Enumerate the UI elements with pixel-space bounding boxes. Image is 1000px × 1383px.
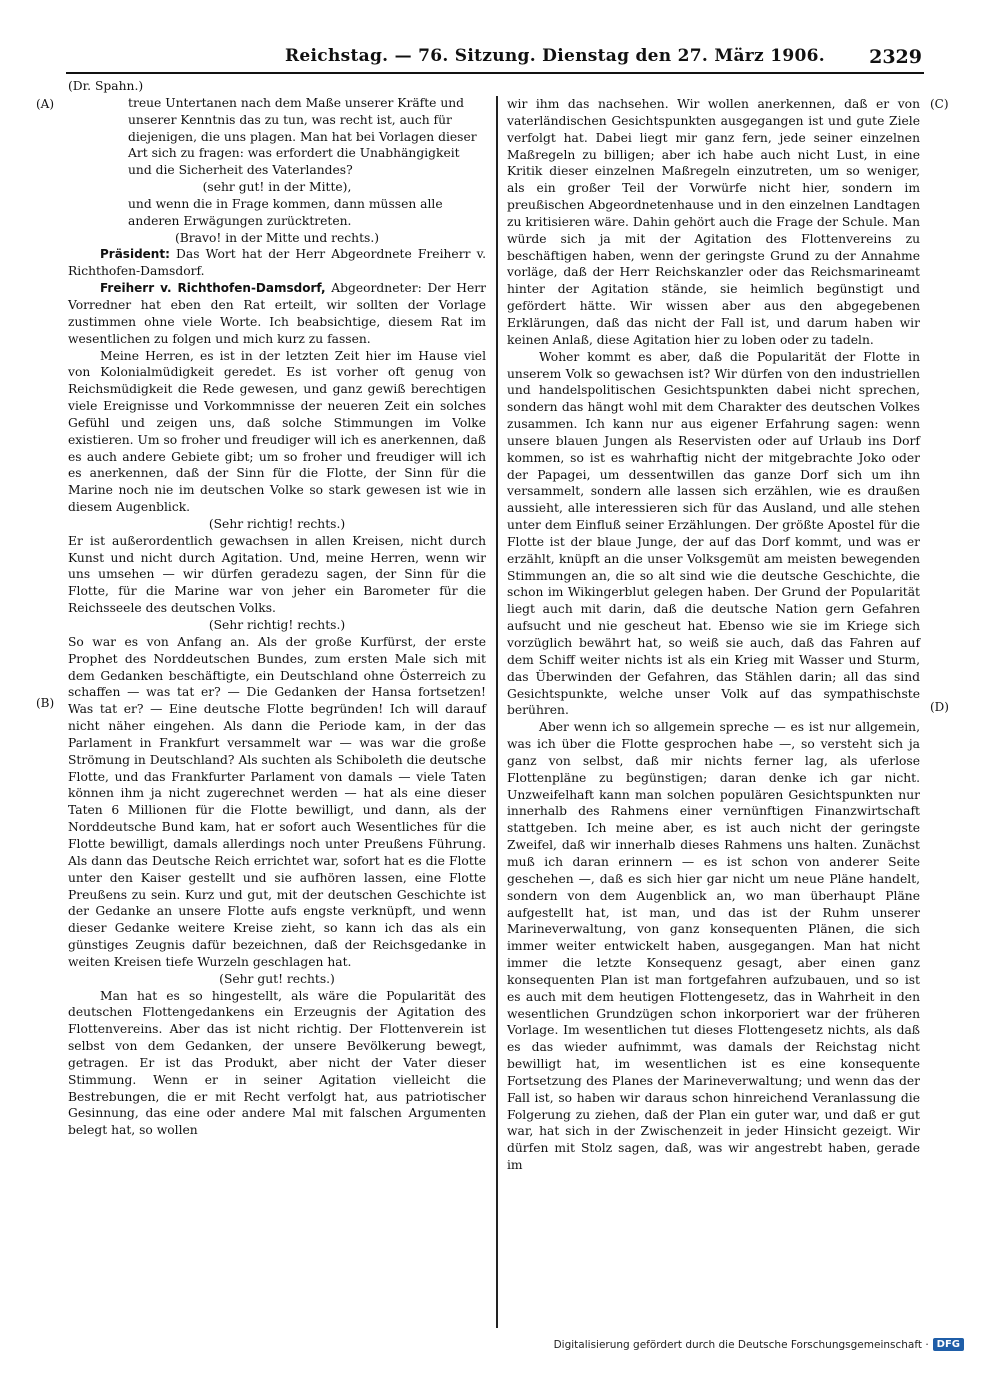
paragraph: Er ist außerordentlich gewachsen in allen Kreisen, nicht durch Kunst und nicht durch Agitation. Und, meine Herren, wenn wir uns umsehen — wir dürfen geradezu sagen, der Sinn für die Flotte, für die Marine war von jeher ein Barometer für die Reichsseele des deutschen Volks. [68,533,486,616]
page-number: 2329 [869,46,922,68]
speech-intro-text: Abgeordneter: Der Herr Vorredner hat eben den Rat erteilt, wir sollten der Vorlage zustimmen ohne viele Worte. Ich beabsichtige, diesem Rat im wesentlichen zu folgen und mich kurz zu fassen. [68,281,486,346]
reaction: (Sehr richtig! rechts.) [208,618,346,632]
paragraph: wir ihm das nachsehen. Wir wollen anerkennen, daß er von vaterländischen Gesichtspunkten ausgegangen ist und gute Ziele verfolgt hat. Dabei liegt mir ganz fern, jede seiner einzelnen Maßregeln zu billigen; aber ich habe auch nicht Lust, in eine Kritik dieser einzelnen Maßregeln einzutreten, um so weniger, als ein großer Teil der Vorwürfe nicht hier, sondern im preußischen Abgeordnetenhause und in den einzelnen Landtagen zu kritisieren wäre. Dahin gehört auch die Frage der Schule. Man würde sich ja mit der Agitation des Flottenvereins zu beschäftigen haben, wenn der geringste Grund zu der Annahme vorläge, daß der Herr Reichskanzler oder das Reichsmarineamt hinter der Agitation stände, sie heimlich begünstigt und gefördert hätte. Wir wissen aber aus den abgegebenen Erklärungen, daß das nicht der Fall ist, und darum haben wir keinen Anlaß, diese Agitation hier zu loben oder zu tadeln. [507,97,920,347]
margin-mark-a: (A) [36,97,55,111]
reaction: (Bravo! in der Mitte und rechts.) [174,230,380,245]
paragraph: Man hat es so hingestellt, als wäre die Popularität des deutschen Flottengedankens ein Erzeugnis der Agitation des Flottenvereins. Aber das ist nicht richtig. Der Flottenverein ist selbst von dem Gedanken, der unsere Bevölkerung bewegt, getragen. Er ist das Produkt, aber nicht der Vater dieser Stimmung. Wenn er in seiner Agitation vielleicht die Bestrebungen, die er mit Recht verfolgt hat, aus patriotischer Gesinnung, das eine oder andere Mal mit falschen Argumenten belegt hat, so wollen [68,988,486,1138]
president-text: Das Wort hat der Herr Abgeordnete Freiherr v. Richthofen-Damsdorf. [68,247,486,279]
margin-mark-b: (B) [36,696,55,710]
right-column [507,96,920,1174]
margin-mark-d: (D) [930,700,949,714]
column-divider [496,96,498,1328]
paragraph: Aber wenn ich so allgemein spreche — es ist nur allgemein, was ich über die Flotte gesprochen habe —, so versteht sich ja ganz von selbst, daß mir nichts ferner lag, als uferlose Flottenpläne zu begünstigen; daran denke ich gar nicht. Unzweifelhaft kann man solchen populären Gesichtspunkten nur innerhalb des Rahmens einer vernünftigen Finanzwirtschaft stattgeben. Ich meine aber, es ist auch nicht der geringste Zweifel, daß wir innerhalb dieses Rahmens uns halten. Zunächst muß ich daran erinnern — es ist schon von anderer Seite geschehen —, daß es sich hier gar nicht um neue Pläne handelt, sondern von dem Augenblick an, wo man überhaupt Pläne aufgestellt hat, ist man, und das ist der Ruhm unserer Marineverwaltung, von ganz konsequenten Plänen, die sich immer weiter entwickelt haben, ausgegangen. Man hat nicht immer die letzte Konsequenz gesagt, aber einen ganz konsequenten Plan ist man fortgefahren aufzubauen, und so ist es auch mit dem heutigen Flottengesetz, das in Wahrheit in den wesentlichen Grundzügen schon inkorporiert war der früheren Vorlage. Im wesentlichen tut dieses Flottengesetz nichts, als daß es das wieder aufnimmt, was damals der Reichstag nicht bewilligt hat, im wesentlichen ist es eine konsequente Fortsetzung des Planes der Marineverwaltung; und wenn das der Fall ist, so haben wir daraus schon hinreichend Veranlassung die Folgerung zu ziehen, daß der Plan ein guter war, und daß er gut war, hat sich in der Zwischenzeit in jeder Hinsicht gezeigt. Wir dürfen mit Stolz sagen, daß, was wir angestrebt haben, gerade im [507,720,920,1173]
dfg-logo-icon: DFG [933,1338,964,1351]
paragraph: Meine Herren, es ist in der letzten Zeit hier im Hause viel von Kolonialmüdigkeit geredet. Es ist vorher oft genug von Reichsmüdigkeit die Rede gewesen, und ganz gewiß berechtigen viele Ereignisse und Vorkommnisse der neueren Zeit ein solches Gefühl und zeigen uns, daß solche Stimmungen im Volke existieren. Um so froher und freudiger will ich es anerkennen, daß es auch andere Gebiete gibt; um so froher und freudiger will ich es anerkennen, daß der Sinn für die Flotte, der Sinn für die Marine noch nie im deutschen Volke so stark gewesen ist wie in diesem Augenblick. [68,348,486,515]
credit-text: Digitalisierung gefördert durch die Deutsche Forschungsgemeinschaft · [553,1338,929,1351]
paragraph: Woher kommt es aber, daß die Popularität der Flotte in unserem Volk so gewachsen ist? Wir dürfen von den industriellen und handelspolitischen Gesichtspunkten dabei nicht sprechen, sondern das hängt wohl mit dem Charakter des deutschen Volkes zusammen. Ich kann nur aus eigener Erfahrung sagen: wenn unsere blauen Jungen als Reservisten oder auf Urlaub ins Dorf kommen, so ist es wahrhaftig nicht der mitgebrachte Joko oder der Papagei, um dessentwillen das ganze Dorf sich um ihn versammelt, sondern alle lassen sich erzählen, wie es draußen aussieht, alle interessieren sich für das Ausland, und alle stehen unter dem Einfluß seiner Erzählungen. Der größte Apostel für die Flotte ist der blaue Junge, der auf das Dorf kommt, und was er erzählt, knüpft an die unser Volksgemüt am meisten bewegenden Stimmungen an, die so alt sind wie die deutsche Geschichte, die schon im Wikingerblut gelegen haben. Der Grund der Popularität liegt auch mit darin, daß die deutsche Nation gern Gefahren aufsucht und nie gescheut hat. Ebenso wie sie im Kriege sich vorzüglich bewährt hat, so weiß sie auch, daß das Fahren auf dem Schiff weiter nichts ist als ein Krieg mit Wasser und Sturm, das Überwinden der Gefahren, das Stählen darin; all das sind Gesichtspunkte, welche unser Volk auf das sympathischste berühren. [507,349,920,718]
speech-intro [68,280,486,347]
digitization-credit [554,1338,964,1351]
paragraph: So war es von Anfang an. Als der große Kurfürst, der erste Prophet des Norddeutschen Bundes, zum ersten Male sich mit dem Gedanken beschäftigte, ein Deutschland ohne Österreich zu schaffen — was tat er? — Die Gedanken der Hansa fortsetzen! Was tat er? — Eine deutsche Flotte begründen! Ich will darauf nicht näher eingehen. Als dann die Periode kam, in der das Parlament in Frankfurt versammelt war — was war die große Strömung in Deutschland? Als suchten als Schiboleth die deutsche Flotte, und das Frankfurter Parlament von damals — viele Taten können ihm ja nicht zugerechnet werden — hat als eine dieser Taten 6 Millionen für die Flotte bewilligt, und dann, als der Norddeutsche Bund kam, hat er sofort auch Wesentliches für die Flotte bewilligt, damals allerdings noch unter Preußens Führung. Als dann das Deutsche Reich errichtet war, sofort hat es die Flotte unter den Kaiser gestellt und sie aufhören lassen, eine Flotte Preußens zu sein. Kurz und gut, mit der deutschen Geschichte ist der Gedanke an unsere Flotte aufs engste verknüpft, und wenn dieser Gedanke weitere Kreise zieht, so kann ich das als ein günstiges Zeugnis dafür bezeichnen, daß der Reichsgedanke in weiten Kreisen tiefe Wurzeln geschlagen hat. [68,634,486,969]
reaction: (Sehr gut! rechts.) [219,971,335,986]
header-rule [66,72,924,74]
left-column [68,78,486,1139]
president-statement [68,246,486,280]
margin-mark-c: (C) [930,97,949,111]
president-label: Präsident: [100,247,170,262]
quoted-passage: treue Untertanen nach dem Maße unserer Kräfte und unserer Kenntnis das zu tun, was recht ist, auch für diejenigen, die uns plagen. Man hat bei Vorlagen dieser Art sich zu fragen: was erfordert die Unabhängigkeit und die Sicherheit des Vaterlandes? [128,95,477,178]
reaction: (Sehr richtig! rechts.) [208,516,346,531]
running-title: Reichstag. — 76. Sitzung. Dienstag den 27. März 1906. [285,46,825,66]
reaction: (sehr gut! in der Mitte), [202,180,352,195]
quoted-passage-continued: und wenn die in Frage kommen, dann müssen alle anderen Erwägungen zurücktreten. [128,196,443,228]
speaker-name: Freiherr v. Richthofen-Damsdorf, [100,281,326,296]
speaker-note: (Dr. Spahn.) [68,79,144,93]
